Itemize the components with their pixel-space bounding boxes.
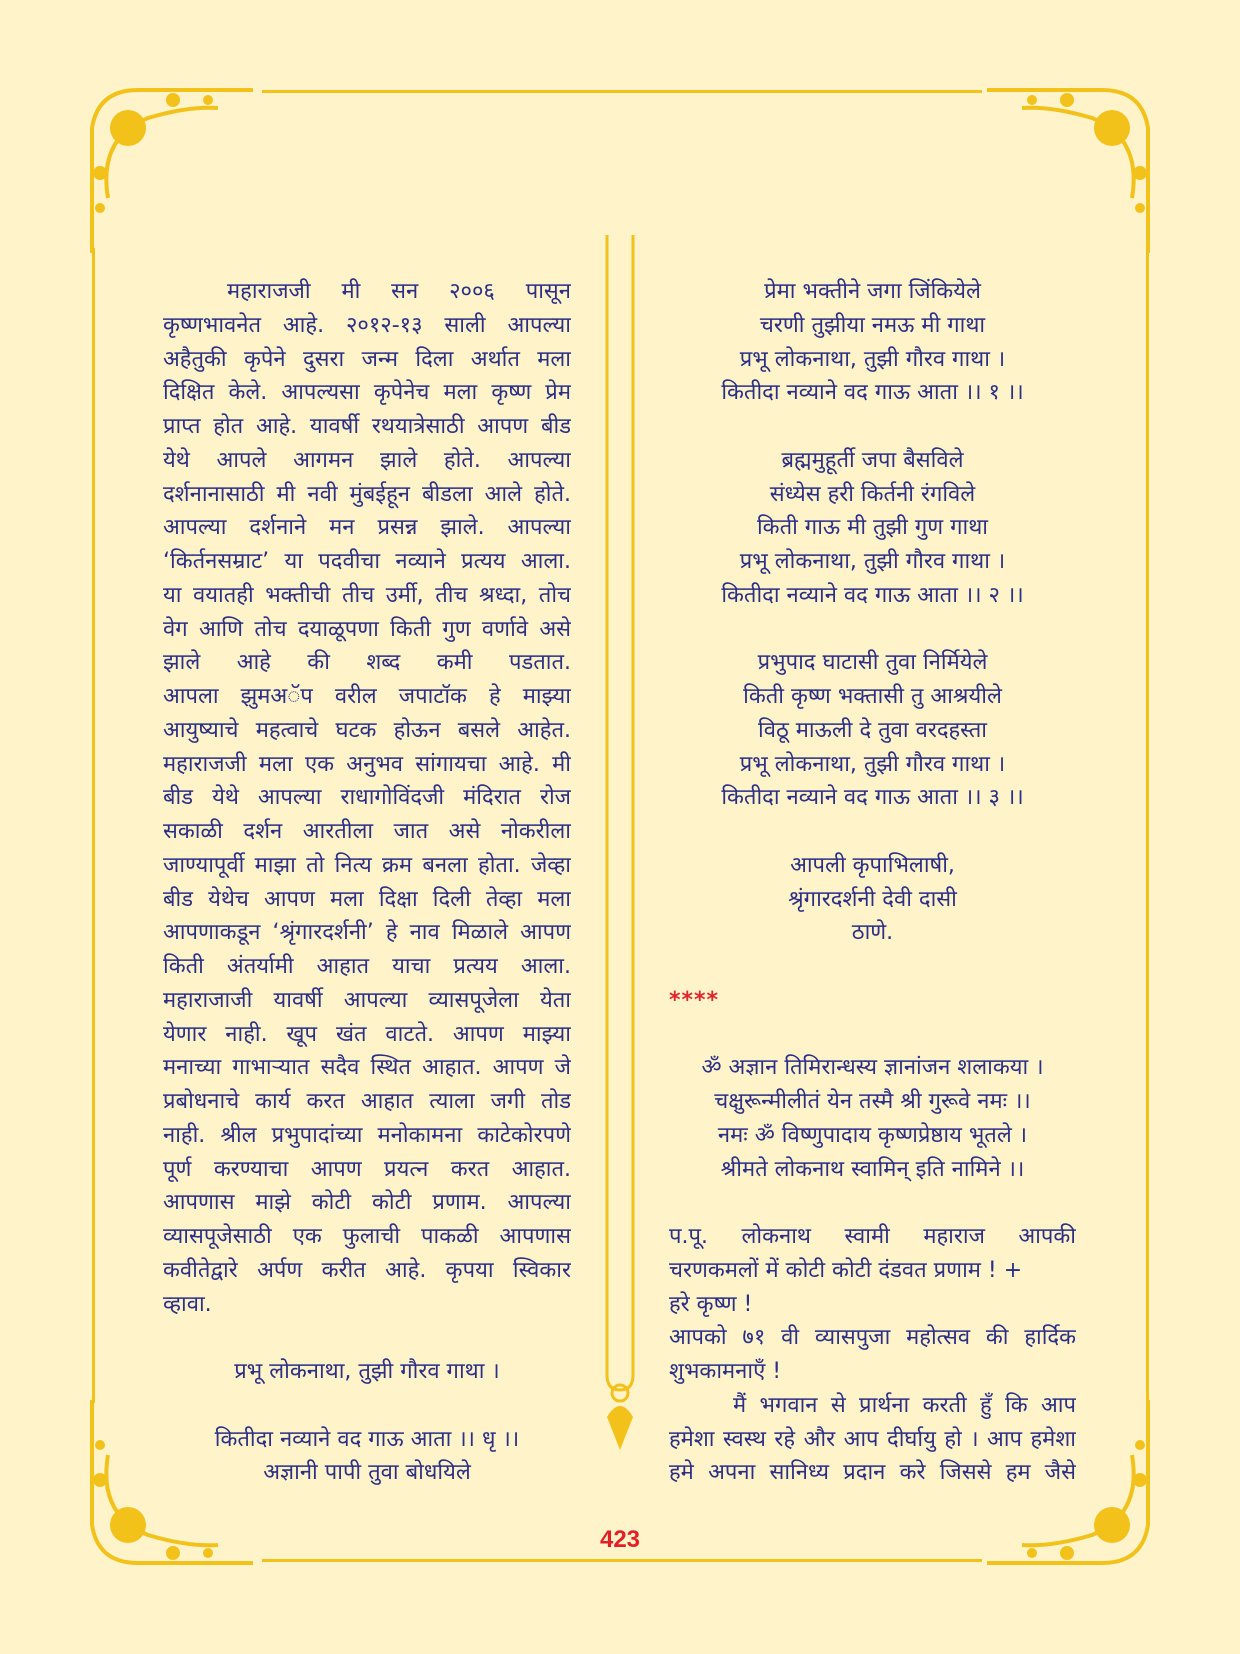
text-line: चरणी तुझीया नमऊ मी गाथा	[759, 312, 986, 338]
text-line: येथे आपले आगमन झाले होते. आपल्या	[163, 447, 571, 473]
text-line: नमः ॐ विष्णुपादाय कृष्णप्रेष्ठाय भूतले ।	[717, 1122, 1028, 1148]
text-line: आपको ७१ वी व्यासपुजा महोत्सव की हार्दिक	[669, 1325, 1076, 1351]
text-line: चरणकमलों में कोटी कोटी दंडवत प्रणाम ! +	[669, 1257, 1023, 1283]
left-column	[163, 275, 571, 1490]
text-line: कितीदा नव्याने वद गाऊ आता ।। ३ ।।	[721, 785, 1024, 811]
text-line: कवीतेद्वारे अर्पण करीत आहे. कृपया स्विकार	[163, 1257, 571, 1283]
section-separator-stars: ****	[669, 987, 720, 1013]
text-line: किती कृष्ण भक्तासी तु आश्रयीले	[743, 684, 1002, 709]
border-right-line	[1146, 248, 1149, 1403]
text-line: प.पू. लोकनाथ स्वामी महाराज आपकी	[669, 1224, 1076, 1249]
column-divider-icon	[595, 235, 645, 1455]
border-left-line	[92, 248, 95, 1403]
text-line: झाले आहे की शब्द कमी पडतात.	[163, 650, 571, 676]
text-line: वेग आणि तोच दयाळूपणा किती गुण वर्णावे असे	[163, 616, 571, 642]
text-line: हमे अपना सानिध्य प्रदान करे जिससे हम जैसे	[669, 1460, 1076, 1486]
blank-line	[669, 815, 1076, 849]
text-line: प्रभू लोकनाथा, तुझी गौरव गाथा ।	[739, 346, 1006, 372]
text-line: हरे कृष्ण !	[669, 1291, 753, 1317]
text-line: महाराजजी मी सन २००६ पासून	[227, 279, 571, 304]
text-line: प्रभुपाद घाटासी तुवा निर्मियेले	[757, 650, 988, 676]
text-line: विठू माऊली दे तुवा वरदहस्ता	[758, 717, 987, 743]
text-line: सकाळी दर्शन आरतीला जात असे नोकरीला	[163, 819, 571, 844]
blank-line	[163, 1321, 571, 1355]
text-line: येणार नाही. खूप खंत वाटते. आपण माझ्या	[163, 1021, 571, 1047]
text-line: शुभकामनाएँ !	[669, 1359, 782, 1384]
text-line: प्रेमा भक्तीने जगा जिंकियेले	[764, 279, 981, 304]
text-line: अहैतुकी कृपेने दुसरा जन्म दिला अर्थात मला	[163, 346, 571, 372]
text-line: किती गाऊ मी तुझी गुण गाथा	[756, 515, 988, 541]
text-line: दिक्षित केले. आपल्यसा कृपेनेच मला कृष्ण प्रेम	[163, 380, 571, 406]
text-line: प्रभू लोकनाथा, तुझी गौरव गाथा ।	[739, 751, 1006, 777]
text-line: श्रृंगारदर्शनी देवी दासी	[788, 886, 957, 912]
text-line: व्हावा.	[163, 1291, 212, 1317]
text-line: आपणास माझे कोटी कोटी प्रणाम. आपल्या	[163, 1190, 571, 1216]
text-line: ‘किर्तनसम्राट’ या पदवीचा नव्याने प्रत्यय आला.	[163, 549, 571, 574]
text-line: कितीदा नव्याने वद गाऊ आता ।। धृ ।।	[214, 1426, 520, 1452]
text-line: चक्षुरून्मीलीतं येन तस्मै श्री गुरूवे नमः ।।	[714, 1089, 1031, 1114]
blank-line	[163, 1389, 571, 1423]
blank-line	[669, 613, 1076, 647]
text-line: महाराजजी मला एक अनुभव सांगायचा आहे. मी	[163, 751, 571, 777]
text-line: कितीदा नव्याने वद गाऊ आता ।। २ ।।	[721, 582, 1024, 608]
text-line: आपला झुमअॅप वरील जपाटॉक हे माझ्या	[163, 684, 571, 709]
blank-line	[669, 1018, 1076, 1052]
right-column	[669, 275, 1076, 1490]
text-line: किती अंतर्यामी आहात याचा प्रत्यय आला.	[163, 954, 571, 979]
corner-ornament-top-left-icon	[78, 78, 253, 253]
text-line: प्रभू लोकनाथा, तुझी गौरव गाथा ।	[234, 1359, 500, 1384]
text-line: आयुष्याचे महत्वाचे घटक होऊन बसले आहेत.	[163, 717, 571, 743]
blank-line	[669, 1186, 1076, 1220]
text-line: कृष्णभावनेत आहे. २०१२-१३ साली आपल्या	[163, 312, 571, 338]
text-line: ब्रह्ममुहूर्ती जपा बैसविले	[781, 447, 964, 473]
text-line: प्राप्त होत आहे. यावर्षी रथयात्रेसाठी आपण बीड	[163, 414, 571, 439]
text-line: या वयातही भक्तीची तीच उर्मी, तीच श्रध्दा, तोच	[163, 582, 571, 608]
text-line: आपल्या दर्शनाने मन प्रसन्न झाले. आपल्या	[163, 515, 571, 541]
corner-ornament-top-right-icon	[987, 78, 1162, 253]
text-line: श्रीमते लोकनाथ स्वामिन् इति नामिने ।।	[720, 1156, 1025, 1182]
text-line: मैं भगवान से प्रार्थना करती हुँ कि आप	[733, 1392, 1076, 1418]
blank-line	[669, 410, 1076, 444]
text-line: कितीदा नव्याने वद गाऊ आता ।। १ ।।	[721, 380, 1024, 406]
text-line: आपली कृपाभिलाषी,	[790, 852, 955, 878]
text-line: मनाच्या गाभाऱ्यात सदैव स्थित आहात. आपण जे	[163, 1055, 571, 1081]
border-top-line	[262, 90, 982, 93]
text-line: दर्शनानासाठी मी नवी मुंबईहून बीडला आले होते.	[163, 481, 571, 507]
text-line: पूर्ण करण्याचा आपण प्रयत्न करत आहात.	[163, 1156, 571, 1182]
text-line: आपणाकडून ‘श्रृंगारदर्शनी’ हे नाव मिळाले आपण	[163, 920, 571, 946]
text-line: व्यासपूजेसाठी एक फुलाची पाकळी आपणास	[163, 1224, 571, 1249]
blank-line	[669, 950, 1076, 984]
text-line: ठाणे.	[851, 920, 894, 946]
text-line: हमेशा स्वस्थ रहे और आप दीर्घायु हो । आप हमेशा	[669, 1426, 1076, 1452]
page-number: 423	[599, 1526, 641, 1553]
border-bottom-line	[262, 1559, 982, 1562]
text-line: ॐ अज्ञान तिमिरान्धस्य ज्ञानांजन शलाकया ।	[701, 1055, 1044, 1081]
text-line: प्रबोधनाचे कार्य करत आहात त्याला जगी तोड	[163, 1089, 571, 1114]
text-line: नाही. श्रील प्रभुपादांच्या मनोकामना काटेकोरपणे	[163, 1122, 571, 1148]
text-line: जाण्यापूर्वी माझा तो नित्य क्रम बनला होता. जेव्हा	[163, 852, 571, 878]
text-line: अज्ञानी पापी तुवा बोधयिले	[263, 1460, 471, 1486]
text-line: महाराजाजी यावर्षी आपल्या व्यासपूजेला येता	[163, 987, 571, 1013]
text-line: प्रभू लोकनाथा, तुझी गौरव गाथा ।	[739, 549, 1006, 574]
text-line: बीड येथे आपल्या राधागोविंदजी मंदिरात रोज	[163, 785, 571, 811]
text-line: संध्येस हरी किर्तनी रंगविले	[769, 481, 976, 507]
text-line: बीड येथेच आपण मला दिक्षा दिली तेव्हा मला	[163, 886, 571, 912]
